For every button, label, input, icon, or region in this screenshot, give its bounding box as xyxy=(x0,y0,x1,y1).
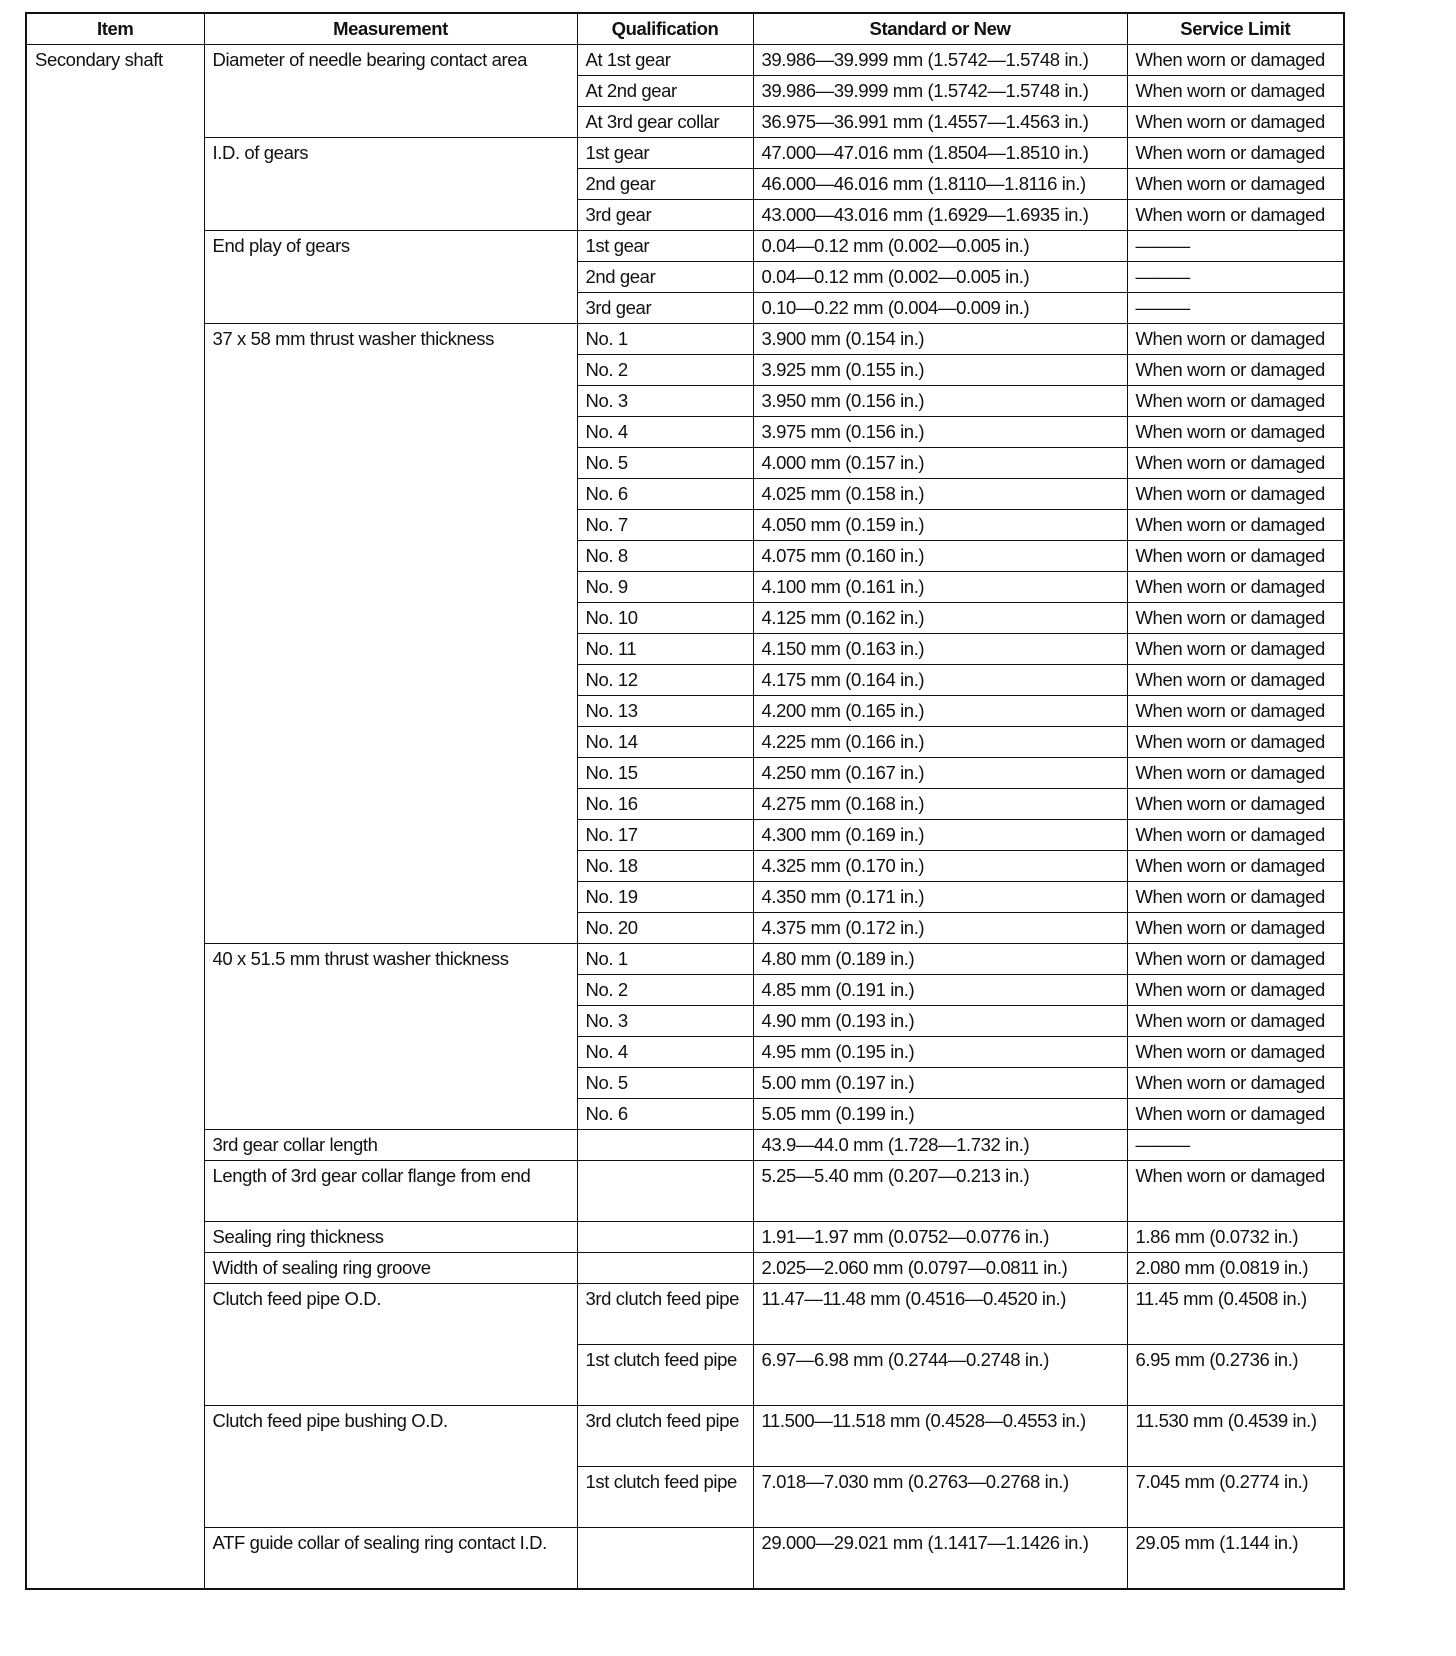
standard-cell: 36.975—36.991 mm (1.4557—1.4563 in.) xyxy=(753,107,1127,138)
table-row xyxy=(26,1528,1344,1590)
standard-cell: 5.00 mm (0.197 in.) xyxy=(753,1068,1127,1099)
table-body xyxy=(26,45,1344,1590)
service-limit-cell: 2.080 mm (0.0819 in.) xyxy=(1127,1253,1344,1284)
service-limit-cell: When worn or damaged xyxy=(1127,820,1344,851)
standard-cell: 4.325 mm (0.170 in.) xyxy=(753,851,1127,882)
standard-cell: 39.986—39.999 mm (1.5742—1.5748 in.) xyxy=(753,45,1127,76)
standard-cell: 6.97—6.98 mm (0.2744—0.2748 in.) xyxy=(753,1345,1127,1406)
service-limit-cell: When worn or damaged xyxy=(1127,448,1344,479)
standard-cell: 47.000—47.016 mm (1.8504—1.8510 in.) xyxy=(753,138,1127,169)
standard-cell: 39.986—39.999 mm (1.5742—1.5748 in.) xyxy=(753,76,1127,107)
service-limit-cell: When worn or damaged xyxy=(1127,913,1344,944)
service-limit-cell: When worn or damaged xyxy=(1127,975,1344,1006)
measurement-cell: ATF guide collar of sealing ring contact I.D. xyxy=(204,1528,577,1590)
standard-cell: 3.975 mm (0.156 in.) xyxy=(753,417,1127,448)
service-limit-cell: When worn or damaged xyxy=(1127,603,1344,634)
header-standard: Standard or New xyxy=(753,13,1127,45)
service-limit-cell: When worn or damaged xyxy=(1127,45,1344,76)
qualification-cell: No. 3 xyxy=(577,1006,753,1037)
measurement-cell: Length of 3rd gear collar flange from end xyxy=(204,1161,577,1222)
qualification-cell: No. 16 xyxy=(577,789,753,820)
standard-cell: 5.05 mm (0.199 in.) xyxy=(753,1099,1127,1130)
measurement-cell: 40 x 51.5 mm thrust washer thickness xyxy=(204,944,577,1130)
qualification-cell: 1st gear xyxy=(577,231,753,262)
service-limit-cell: When worn or damaged xyxy=(1127,789,1344,820)
service-limit-cell: ——— xyxy=(1127,262,1344,293)
qualification-cell: 3rd gear xyxy=(577,293,753,324)
qualification-cell: No. 2 xyxy=(577,355,753,386)
qualification-cell xyxy=(577,1222,753,1253)
service-limit-cell: When worn or damaged xyxy=(1127,1099,1344,1130)
measurement-cell: Clutch feed pipe O.D. xyxy=(204,1284,577,1406)
qualification-cell xyxy=(577,1253,753,1284)
qualification-cell: No. 3 xyxy=(577,386,753,417)
qualification-cell: No. 5 xyxy=(577,1068,753,1099)
service-limit-cell: 1.86 mm (0.0732 in.) xyxy=(1127,1222,1344,1253)
qualification-cell: No. 11 xyxy=(577,634,753,665)
standard-cell: 0.04—0.12 mm (0.002—0.005 in.) xyxy=(753,231,1127,262)
standard-cell: 4.85 mm (0.191 in.) xyxy=(753,975,1127,1006)
qualification-cell: No. 5 xyxy=(577,448,753,479)
qualification-cell: No. 8 xyxy=(577,541,753,572)
standard-cell: 4.225 mm (0.166 in.) xyxy=(753,727,1127,758)
standard-cell: 43.000—43.016 mm (1.6929—1.6935 in.) xyxy=(753,200,1127,231)
standard-cell: 0.04—0.12 mm (0.002—0.005 in.) xyxy=(753,262,1127,293)
measurement-cell: 3rd gear collar length xyxy=(204,1130,577,1161)
service-limit-cell: 11.45 mm (0.4508 in.) xyxy=(1127,1284,1344,1345)
service-limit-cell: When worn or damaged xyxy=(1127,417,1344,448)
service-limit-cell: When worn or damaged xyxy=(1127,1006,1344,1037)
standard-cell: 4.275 mm (0.168 in.) xyxy=(753,789,1127,820)
table-row xyxy=(26,1130,1344,1161)
standard-cell: 4.250 mm (0.167 in.) xyxy=(753,758,1127,789)
service-limit-cell: When worn or damaged xyxy=(1127,634,1344,665)
service-limit-cell: ——— xyxy=(1127,293,1344,324)
qualification-cell: No. 18 xyxy=(577,851,753,882)
header-service-limit: Service Limit xyxy=(1127,13,1344,45)
standard-cell: 2.025—2.060 mm (0.0797—0.0811 in.) xyxy=(753,1253,1127,1284)
service-limit-cell: When worn or damaged xyxy=(1127,851,1344,882)
service-limit-cell: When worn or damaged xyxy=(1127,727,1344,758)
qualification-cell: No. 4 xyxy=(577,417,753,448)
service-limit-cell: ——— xyxy=(1127,231,1344,262)
table-row xyxy=(26,138,1344,169)
measurement-cell: Diameter of needle bearing contact area xyxy=(204,45,577,138)
table-row xyxy=(26,1253,1344,1284)
qualification-cell: No. 17 xyxy=(577,820,753,851)
standard-cell: 4.150 mm (0.163 in.) xyxy=(753,634,1127,665)
service-limit-cell: When worn or damaged xyxy=(1127,324,1344,355)
qualification-cell: No. 6 xyxy=(577,479,753,510)
qualification-cell: 3rd gear xyxy=(577,200,753,231)
standard-cell: 4.000 mm (0.157 in.) xyxy=(753,448,1127,479)
standard-cell: 3.925 mm (0.155 in.) xyxy=(753,355,1127,386)
measurement-cell: I.D. of gears xyxy=(204,138,577,231)
standard-cell: 7.018—7.030 mm (0.2763—0.2768 in.) xyxy=(753,1467,1127,1528)
service-limit-cell: When worn or damaged xyxy=(1127,882,1344,913)
table-row xyxy=(26,1406,1344,1467)
qualification-cell: At 1st gear xyxy=(577,45,753,76)
standard-cell: 4.200 mm (0.165 in.) xyxy=(753,696,1127,727)
header-row xyxy=(26,13,1344,45)
service-limit-cell: When worn or damaged xyxy=(1127,479,1344,510)
service-limit-cell: When worn or damaged xyxy=(1127,944,1344,975)
qualification-cell: At 3rd gear collar xyxy=(577,107,753,138)
standard-cell: 4.175 mm (0.164 in.) xyxy=(753,665,1127,696)
standard-cell: 0.10—0.22 mm (0.004—0.009 in.) xyxy=(753,293,1127,324)
table-row xyxy=(26,1222,1344,1253)
qualification-cell: No. 20 xyxy=(577,913,753,944)
service-limit-cell: When worn or damaged xyxy=(1127,1037,1344,1068)
service-limit-cell: When worn or damaged xyxy=(1127,138,1344,169)
standard-cell: 11.47—11.48 mm (0.4516—0.4520 in.) xyxy=(753,1284,1127,1345)
qualification-cell xyxy=(577,1130,753,1161)
standard-cell: 11.500—11.518 mm (0.4528—0.4553 in.) xyxy=(753,1406,1127,1467)
qualification-cell xyxy=(577,1528,753,1590)
qualification-cell: No. 6 xyxy=(577,1099,753,1130)
standard-cell: 4.125 mm (0.162 in.) xyxy=(753,603,1127,634)
standard-cell: 4.80 mm (0.189 in.) xyxy=(753,944,1127,975)
service-limit-cell: 29.05 mm (1.144 in.) xyxy=(1127,1528,1344,1590)
header-measurement: Measurement xyxy=(204,13,577,45)
service-limit-cell: When worn or damaged xyxy=(1127,510,1344,541)
qualification-cell: No. 2 xyxy=(577,975,753,1006)
qualification-cell: No. 12 xyxy=(577,665,753,696)
qualification-cell: No. 4 xyxy=(577,1037,753,1068)
standard-cell: 3.900 mm (0.154 in.) xyxy=(753,324,1127,355)
service-limit-cell: ——— xyxy=(1127,1130,1344,1161)
service-limit-cell: When worn or damaged xyxy=(1127,386,1344,417)
measurement-cell: Sealing ring thickness xyxy=(204,1222,577,1253)
service-limit-cell: When worn or damaged xyxy=(1127,76,1344,107)
header-item: Item xyxy=(26,13,204,45)
table-row xyxy=(26,231,1344,262)
standard-cell: 4.025 mm (0.158 in.) xyxy=(753,479,1127,510)
service-limit-cell: When worn or damaged xyxy=(1127,200,1344,231)
standard-cell: 4.075 mm (0.160 in.) xyxy=(753,541,1127,572)
table-row xyxy=(26,944,1344,975)
service-limit-cell: When worn or damaged xyxy=(1127,758,1344,789)
standard-cell: 46.000—46.016 mm (1.8110—1.8116 in.) xyxy=(753,169,1127,200)
qualification-cell: 1st clutch feed pipe xyxy=(577,1467,753,1528)
table-row xyxy=(26,1284,1344,1345)
qualification-cell: 3rd clutch feed pipe xyxy=(577,1406,753,1467)
service-limit-cell: When worn or damaged xyxy=(1127,169,1344,200)
standard-cell: 4.350 mm (0.171 in.) xyxy=(753,882,1127,913)
service-limit-cell: When worn or damaged xyxy=(1127,355,1344,386)
qualification-cell: No. 14 xyxy=(577,727,753,758)
service-limit-cell: When worn or damaged xyxy=(1127,107,1344,138)
qualification-cell: No. 19 xyxy=(577,882,753,913)
qualification-cell: No. 9 xyxy=(577,572,753,603)
table-row xyxy=(26,1161,1344,1222)
qualification-cell: At 2nd gear xyxy=(577,76,753,107)
measurement-cell: Width of sealing ring groove xyxy=(204,1253,577,1284)
standard-cell: 4.90 mm (0.193 in.) xyxy=(753,1006,1127,1037)
service-limit-cell: When worn or damaged xyxy=(1127,665,1344,696)
qualification-cell: No. 1 xyxy=(577,944,753,975)
qualification-cell: No. 1 xyxy=(577,324,753,355)
standard-cell: 1.91—1.97 mm (0.0752—0.0776 in.) xyxy=(753,1222,1127,1253)
standard-cell: 43.9—44.0 mm (1.728—1.732 in.) xyxy=(753,1130,1127,1161)
service-limit-cell: 7.045 mm (0.2774 in.) xyxy=(1127,1467,1344,1528)
qualification-cell: 1st clutch feed pipe xyxy=(577,1345,753,1406)
table-row xyxy=(26,324,1344,355)
item-cell: Secondary shaft xyxy=(26,45,204,1590)
service-limit-cell: 6.95 mm (0.2736 in.) xyxy=(1127,1345,1344,1406)
service-limit-cell: When worn or damaged xyxy=(1127,1068,1344,1099)
standard-cell: 3.950 mm (0.156 in.) xyxy=(753,386,1127,417)
measurement-cell: 37 x 58 mm thrust washer thickness xyxy=(204,324,577,944)
qualification-cell xyxy=(577,1161,753,1222)
qualification-cell: 1st gear xyxy=(577,138,753,169)
qualification-cell: No. 10 xyxy=(577,603,753,634)
qualification-cell: No. 7 xyxy=(577,510,753,541)
qualification-cell: No. 15 xyxy=(577,758,753,789)
qualification-cell: 3rd clutch feed pipe xyxy=(577,1284,753,1345)
standard-cell: 29.000—29.021 mm (1.1417—1.1426 in.) xyxy=(753,1528,1127,1590)
table-row xyxy=(26,45,1344,76)
measurement-cell: End play of gears xyxy=(204,231,577,324)
specifications-table xyxy=(25,12,1345,1590)
standard-cell: 4.375 mm (0.172 in.) xyxy=(753,913,1127,944)
service-limit-cell: When worn or damaged xyxy=(1127,696,1344,727)
standard-cell: 4.050 mm (0.159 in.) xyxy=(753,510,1127,541)
service-limit-cell: When worn or damaged xyxy=(1127,1161,1344,1222)
qualification-cell: 2nd gear xyxy=(577,262,753,293)
standard-cell: 4.300 mm (0.169 in.) xyxy=(753,820,1127,851)
header-qualification: Qualification xyxy=(577,13,753,45)
qualification-cell: No. 13 xyxy=(577,696,753,727)
service-limit-cell: When worn or damaged xyxy=(1127,572,1344,603)
measurement-cell: Clutch feed pipe bushing O.D. xyxy=(204,1406,577,1528)
standard-cell: 4.95 mm (0.195 in.) xyxy=(753,1037,1127,1068)
service-limit-cell: When worn or damaged xyxy=(1127,541,1344,572)
service-limit-cell: 11.530 mm (0.4539 in.) xyxy=(1127,1406,1344,1467)
standard-cell: 5.25—5.40 mm (0.207—0.213 in.) xyxy=(753,1161,1127,1222)
standard-cell: 4.100 mm (0.161 in.) xyxy=(753,572,1127,603)
qualification-cell: 2nd gear xyxy=(577,169,753,200)
